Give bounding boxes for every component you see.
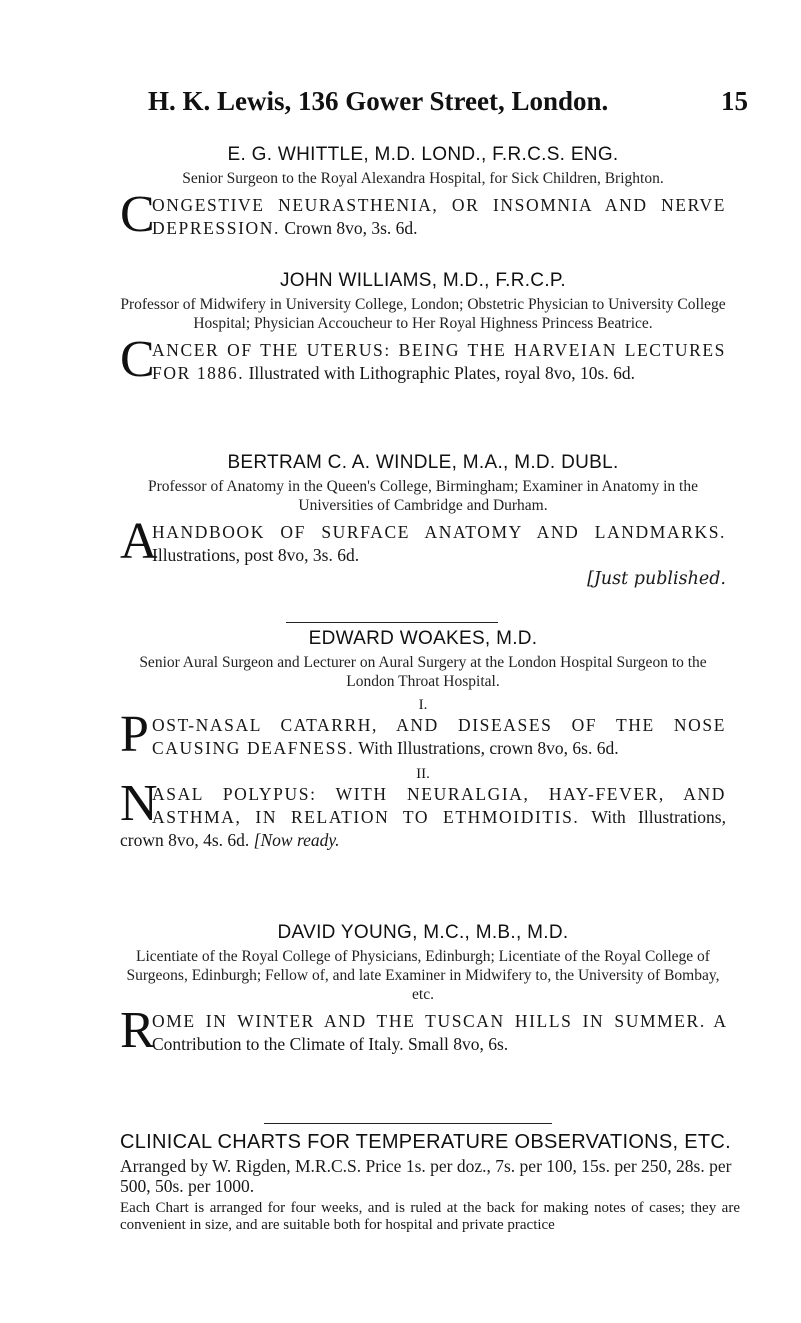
book-details: Illustrations, post 8vo, 3s. 6d.	[152, 545, 360, 565]
book-numeral: II.	[416, 766, 430, 782]
book-details: With Illustrations, crown 8vo, 6s. 6d.	[358, 738, 619, 758]
book-title: ONGESTIVE NEURASTHENIA, OR INSOMNIA AND NERVE DEPRESSION.	[152, 195, 726, 238]
author-name: BERTRAM C. A. WINDLE, M.A., M.D. DUBL.	[227, 452, 619, 473]
book-title: HANDBOOK OF SURFACE ANATOMY AND LANDMARKS.	[152, 522, 726, 542]
drop-cap: P	[120, 706, 149, 763]
book-title: ANCER OF THE UTERUS: BEING THE HARVEIAN LECTURES FOR 1886.	[152, 340, 726, 383]
entry-young	[120, 922, 726, 1059]
page-number: 15	[721, 86, 748, 116]
clinical-charts-pricing: Arranged by W. Rigden, M.R.C.S. Price 1s. per doz., 7s. per 100, 15s. per 250, 28s. per 500, 50s. per 1000.	[120, 1156, 732, 1196]
author-name: JOHN WILLIAMS, M.D., F.R.C.P.	[280, 270, 566, 291]
drop-cap: A	[120, 513, 158, 570]
book-listing	[120, 706, 726, 763]
divider	[264, 1123, 552, 1124]
entry-windle	[120, 452, 726, 589]
book-numeral: I.	[418, 697, 428, 713]
author-description: Senior Aural Surgeon and Lecturer on Aural Surgery at the London Hospital Surgeon to the London Throat Hospital.	[139, 654, 707, 690]
clinical-charts-title: CLINICAL CHARTS FOR TEMPERATURE OBSERVATIONS, ETC.	[120, 1131, 732, 1153]
author-description: Senior Surgeon to the Royal Alexandra Hospital, for Sick Children, Brighton.	[182, 170, 664, 187]
running-head	[148, 86, 748, 117]
book-details: Crown 8vo, 3s. 6d.	[284, 218, 418, 238]
publication-status: [Now ready.	[253, 830, 340, 850]
author-description: Professor of Anatomy in the Queen's College, Birmingham; Examiner in Anatomy in the Universities of Cambridge and Durham.	[148, 478, 698, 514]
entry-clinical-charts	[120, 1131, 740, 1234]
drop-cap: R	[120, 1002, 155, 1059]
clinical-charts-note: Each Chart is arranged for four weeks, and is ruled at the back for making notes of cases; they are convenient in size, and are suitable both for hospital and private practice	[120, 1200, 740, 1233]
book-listing	[120, 775, 726, 852]
book-listing	[120, 1002, 726, 1059]
book-listing	[120, 186, 726, 243]
author-name: EDWARD WOAKES, M.D.	[308, 628, 538, 649]
divider	[286, 622, 498, 623]
running-head-text: H. K. Lewis, 136 Gower Street, London.	[148, 86, 609, 116]
book-title: OME IN WINTER AND THE TUSCAN HILLS IN SUMMER.	[152, 1011, 706, 1031]
book-details: A Contribution to the Climate of Italy. Small 8vo, 6s.	[152, 1011, 726, 1054]
author-name: DAVID YOUNG, M.C., M.B., M.D.	[277, 922, 569, 943]
entry-whittle	[120, 144, 726, 243]
drop-cap: C	[120, 331, 155, 388]
book-details: With Illustrations, crown 8vo, 4s. 6d.	[120, 807, 726, 850]
publication-status: [Just published.	[587, 569, 726, 589]
drop-cap: C	[120, 186, 155, 243]
book-listing	[120, 513, 726, 570]
entry-williams	[120, 270, 726, 388]
book-details: Illustrated with Lithographic Plates, royal 8vo, 10s. 6d.	[248, 363, 635, 383]
book-listing	[120, 331, 726, 388]
entry-woakes	[120, 628, 726, 852]
author-name: E. G. WHITTLE, M.D. LOND., F.R.C.S. ENG.	[227, 144, 619, 165]
book-title: OST-NASAL CATARRH, AND DISEASES OF THE NOSE CAUSING DEAFNESS.	[152, 715, 726, 758]
author-description: Licentiate of the Royal College of Physicians, Edinburgh; Licentiate of the Royal College of Surgeons, Edinburgh; Fellow of, and late Examiner in Midwifery to, the University of Bombay, etc.	[126, 948, 720, 1003]
author-description: Professor of Midwifery in University College, London; Obstetric Physician to University College Hospital; Physician Accoucheur to Her Royal Highness Princess Beatrice.	[120, 296, 726, 332]
book-title: ASAL POLYPUS: WITH NEURALGIA, HAY-FEVER, AND ASTHMA, IN RELATION TO ETHMOIDITIS.	[152, 784, 726, 827]
drop-cap: N	[120, 775, 158, 832]
